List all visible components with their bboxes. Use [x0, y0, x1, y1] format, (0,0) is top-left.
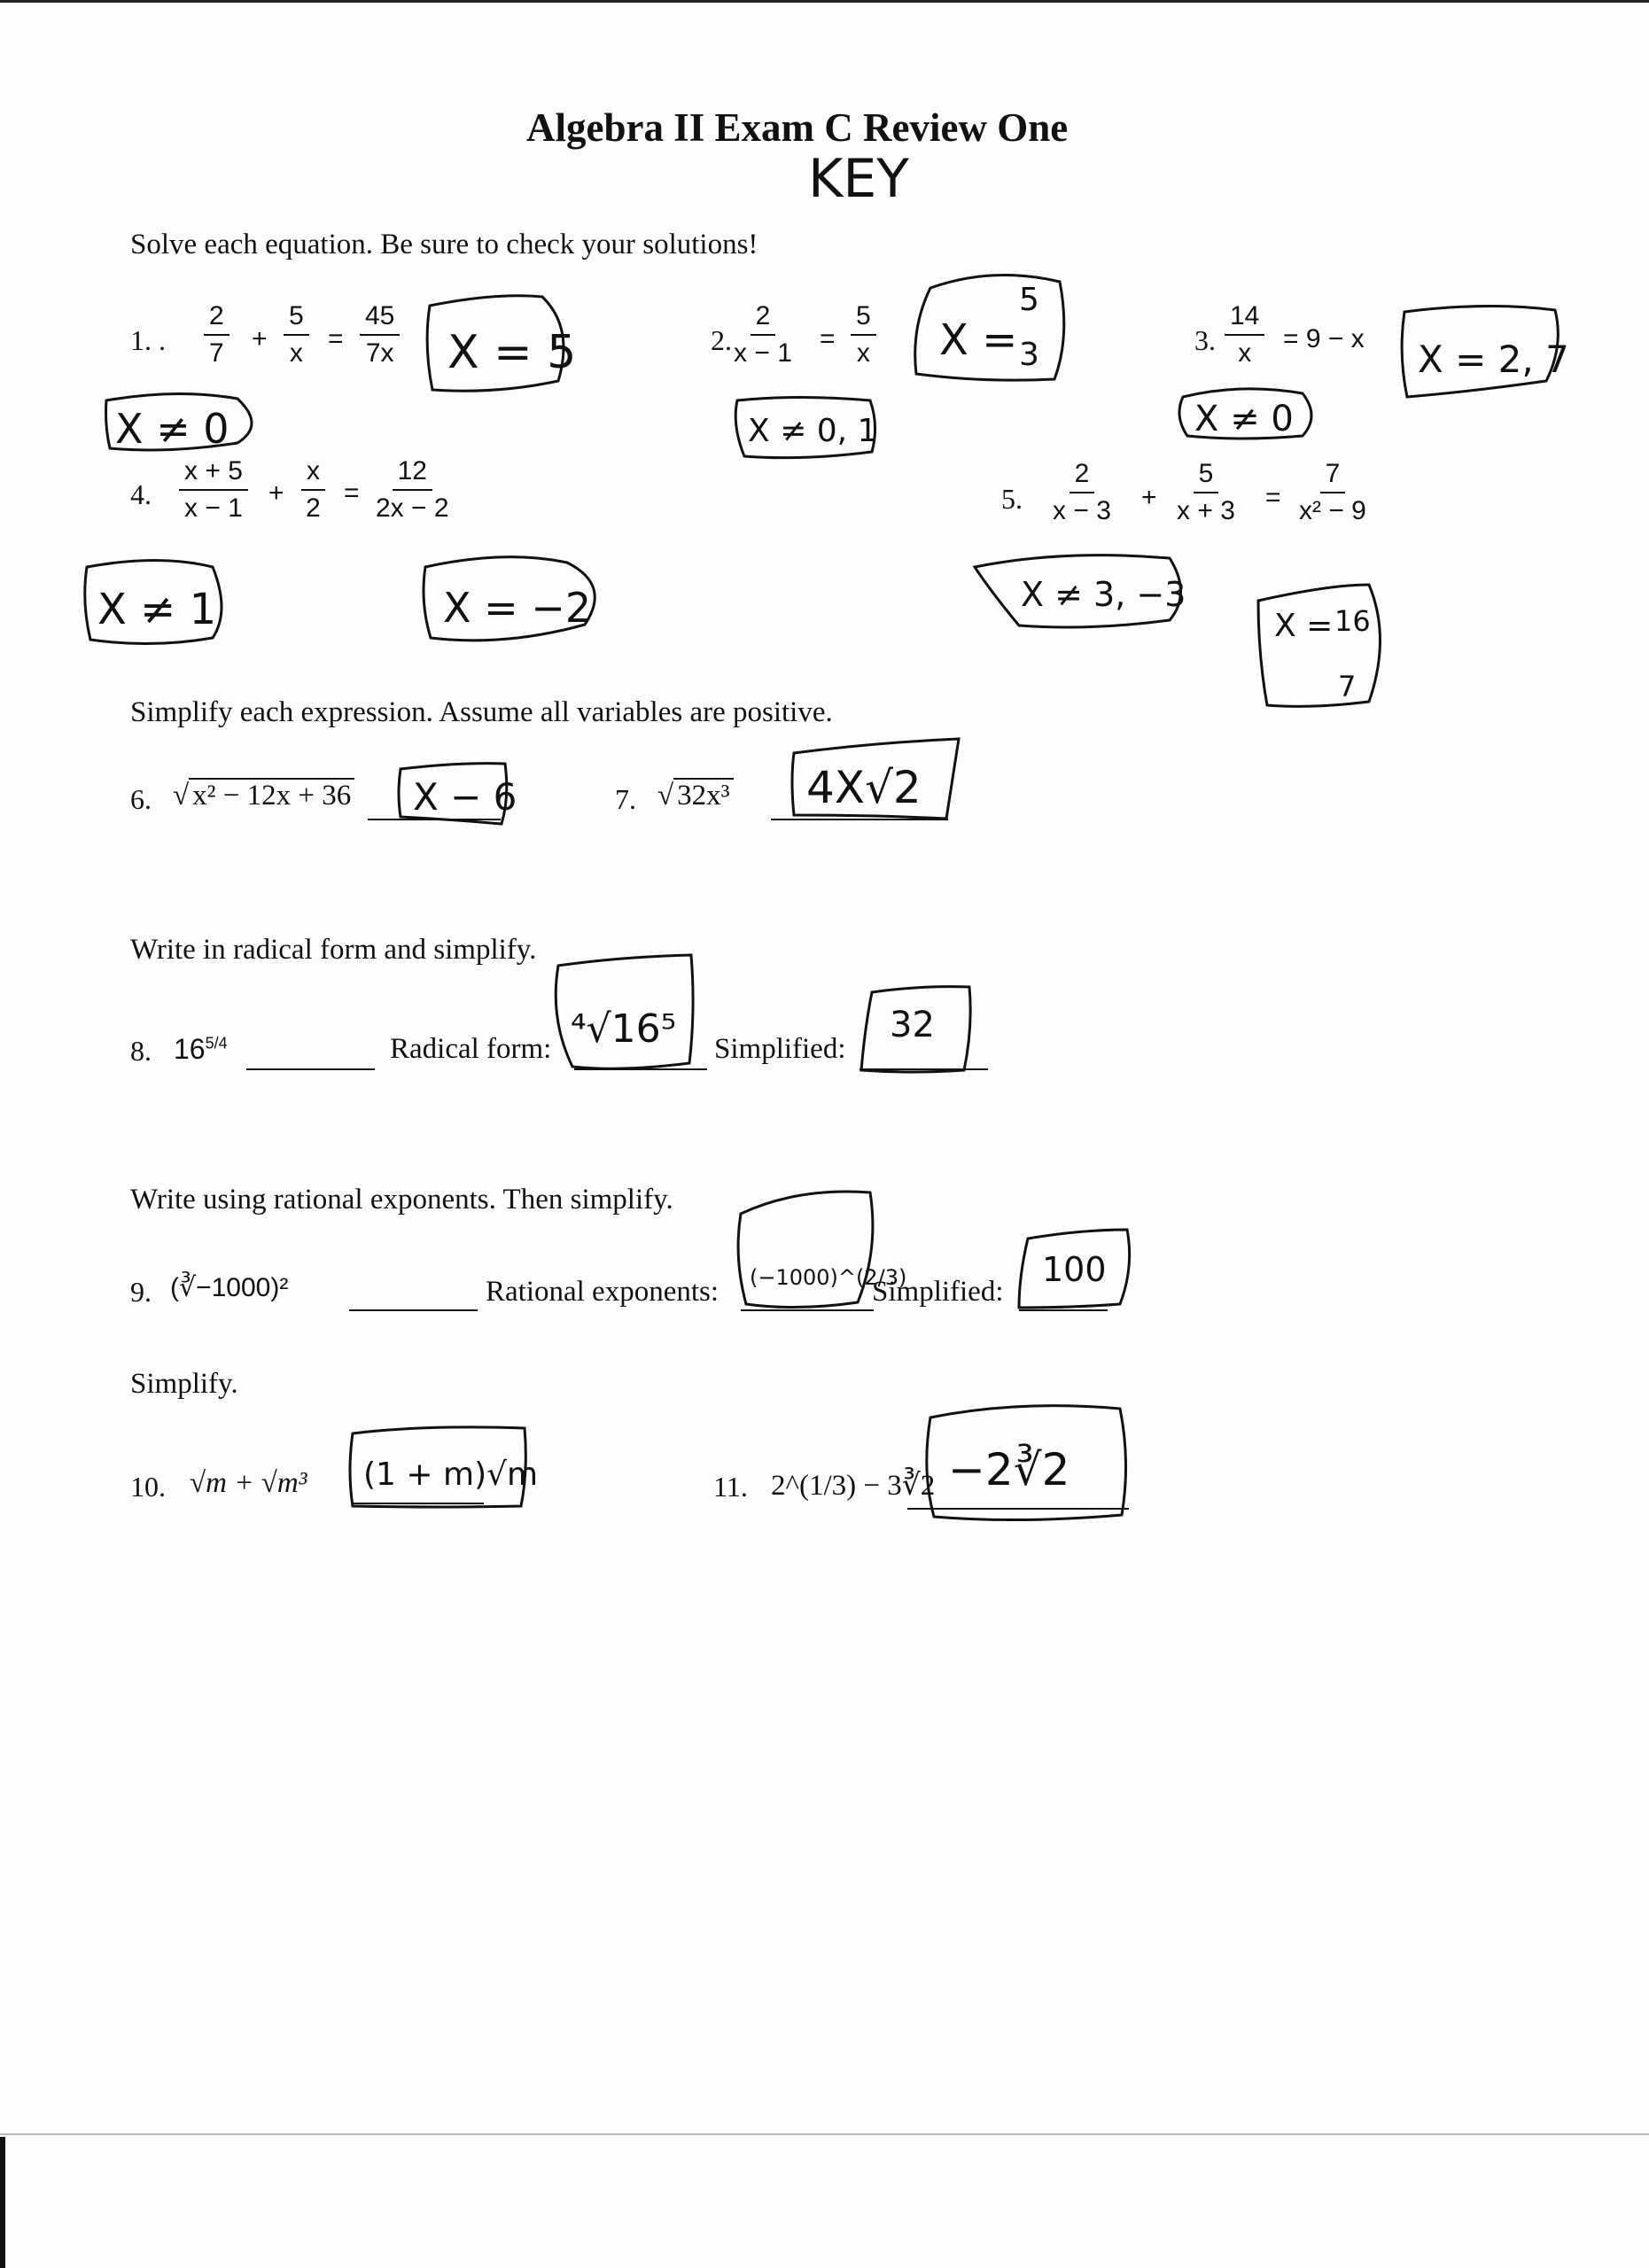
problem-5-restriction: X ≠ 3, −3: [1021, 575, 1186, 614]
instruction-solve: Solve each equation. Be sure to check your solutions!: [130, 229, 758, 260]
problem-7-answer: 4X√2: [806, 762, 922, 813]
problem-7-expression: √ 32x³: [657, 780, 734, 812]
instruction-rational-exponents: Write using rational exponents. Then simplify.: [130, 1184, 673, 1216]
problem-5-fraction-3: $\frac{7}{\text{x² − 9}}$: [1299, 459, 1366, 525]
page-title: Algebra II Exam C Review One: [526, 105, 1069, 150]
problem-8-number: 8.: [130, 1035, 152, 1067]
instruction-radical-form: Write in radical form and simplify.: [130, 934, 537, 966]
problem-3-rhs: = 9 − x: [1283, 324, 1365, 353]
problem-5-answer-box: [1258, 585, 1381, 706]
problem-1-restriction: X ≠ 0: [115, 405, 229, 453]
problem-11-answer: −2∛2: [948, 1444, 1070, 1495]
problem-11-expression: 2^(1/3) − 3∛2: [771, 1470, 936, 1502]
problem-1-fraction-3: $\frac{45}{7x}$: [360, 301, 400, 369]
problem-9-expression: (∛−1000)²: [170, 1273, 289, 1302]
problem-2-fraction-1: $\frac{2}{x - 1}$: [734, 301, 792, 368]
problem-2-fraction-2: $\frac{5}{x}$: [851, 301, 876, 369]
problem-4-plus: +: [268, 478, 284, 508]
problem-2-answer-den: 3: [1019, 337, 1039, 373]
problem-8-expression: $16^{5/4}$: [174, 1033, 228, 1065]
problem-4-number: 4.: [130, 478, 152, 510]
problem-3-answer: X = 2, 7: [1418, 338, 1569, 381]
problem-3-fraction-1: $\frac{14}{x}$: [1225, 301, 1264, 369]
problem-8-radical-label: Radical form:: [390, 1033, 552, 1065]
problem-4-fraction-2: $\frac{x}{2}$: [301, 456, 325, 524]
problem-5-answer-num: 16: [1334, 604, 1371, 638]
problem-1-answer: X = 5: [447, 326, 577, 379]
problem-7-number: 7.: [615, 783, 636, 815]
problem-9-rational-label: Rational exponents:: [486, 1276, 719, 1308]
problem-5-answer-den: 7: [1338, 670, 1357, 703]
problem-5-equals: =: [1265, 483, 1281, 512]
problem-5-plus: +: [1141, 483, 1157, 512]
problem-2-answer-lhs: X =: [939, 315, 1018, 365]
problem-9-number: 9.: [130, 1276, 152, 1308]
problem-6-number: 6.: [130, 783, 152, 815]
problem-2-answer-num: 5: [1019, 282, 1039, 318]
problem-5-answer-lhs: X =: [1274, 608, 1334, 644]
problem-6-expression: √ x² − 12x + 36: [173, 780, 354, 812]
problem-4-equals: =: [344, 478, 360, 508]
problem-5-fraction-2: $\frac{5}{x + 3}$: [1177, 459, 1235, 525]
problem-9-simplified-label: Simplified:: [872, 1276, 1004, 1308]
problem-4-fraction-3: $\frac{12}{2x - 2}$: [376, 456, 449, 523]
problem-4-restriction: X ≠ 1: [97, 585, 217, 634]
problem-4-fraction-1: $\frac{x + 5}{x - 1}$: [179, 456, 248, 524]
problem-10-answer: (1 + m)√m: [363, 1456, 539, 1493]
problem-6-answer: X − 6: [413, 775, 517, 819]
problem-5-number: 5.: [1001, 483, 1023, 515]
problem-3-restriction: X ≠ 0: [1194, 399, 1294, 439]
problem-1-plus: +: [252, 324, 268, 353]
problem-9-rational-answer: (−1000)^(2/3): [750, 1265, 907, 1290]
problem-4-answer: X = −2: [443, 584, 592, 632]
problem-9-simplified-answer: 100: [1042, 1250, 1107, 1289]
problem-3-number: 3.: [1194, 324, 1216, 356]
problem-11-number: 11.: [713, 1471, 748, 1503]
problem-10-expression: √m + √m³: [190, 1467, 307, 1499]
problem-2-restriction: X ≠ 0, 1: [748, 413, 878, 449]
problem-2-number: 2.: [711, 324, 732, 356]
problem-8-simplified-answer: 32: [890, 1005, 935, 1045]
instruction-simplify-positive: Simplify each expression. Assume all variables are positive.: [130, 696, 833, 728]
instruction-simplify: Simplify.: [130, 1368, 238, 1400]
problem-1-number: 1. .: [130, 324, 166, 356]
key-mark: KEY: [808, 148, 909, 210]
problem-1-fraction-1: $\frac{2}{7}$: [204, 301, 229, 369]
problem-2-equals: =: [820, 324, 836, 353]
problem-8-simplified-label: Simplified:: [714, 1033, 846, 1065]
problem-1-equals: =: [328, 324, 344, 353]
problem-5-fraction-1: $\frac{2}{x - 3}$: [1053, 459, 1111, 525]
problem-8-radical-answer: ⁴√16⁵: [571, 1006, 677, 1052]
problem-1-fraction-2: $\frac{5}{x}$: [284, 301, 309, 369]
problem-10-number: 10.: [130, 1471, 166, 1503]
